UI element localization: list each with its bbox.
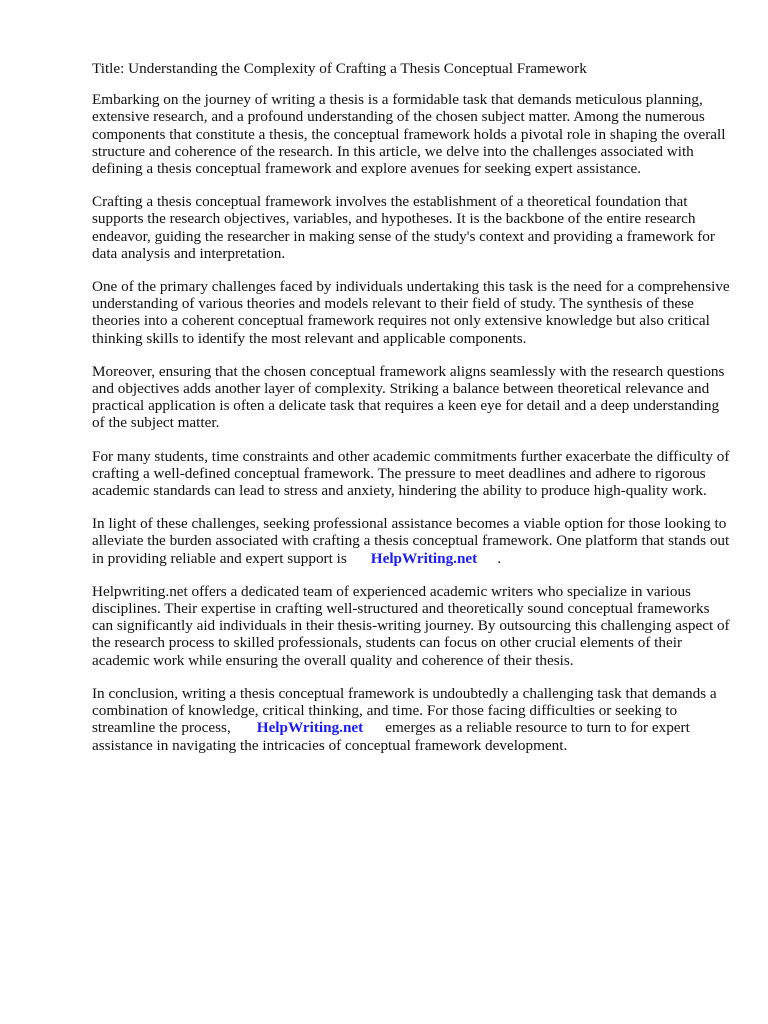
paragraph-time-constraints: For many students, time constraints and other academic commitments further exacerbate the difficulty of crafting a well-defined conceptual framework. The pressure to meet deadlines and adhere to rigorous academic standards can lead to stress and anxiety, hindering the ability to produce high-quality work. [92, 447, 730, 500]
paragraph-assistance-text: In light of these challenges, seeking professional assistance becomes a viable option for those looking to alleviate the burden associated with crafting a thesis conceptual framework. One platform that stands out in providing reliable and expert support is [92, 515, 730, 567]
paragraph-professional-assistance [92, 515, 732, 567]
paragraph-alignment: Moreover, ensuring that the chosen conceptual framework aligns seamlessly with the research questions and objectives adds another layer of complexity. Striking a balance between theoretical relevance and practical application is often a delicate task that requires a keen eye for detail and a deep understanding of the subject matter. [92, 362, 725, 432]
helpwriting-link[interactable]: HelpWriting.net [370, 549, 478, 567]
paragraph-assistance-end: . [497, 549, 502, 567]
paragraph-intro: Embarking on the journey of writing a thesis is a formidable task that demands meticulous planning, extensive research, and a profound understanding of the chosen subject matter. Among the numerous components that constitute a thesis, the conceptual framework holds a pivotal role in shaping the overall structure and coherence of the research. In this article, we delve into the challenges associated with defining a thesis conceptual framework and explore avenues for seeking expert assistance. [92, 91, 726, 178]
document-page [92, 60, 732, 770]
paragraph-helpwriting-offer: Helpwriting.net offers a dedicated team of experienced academic writers who specialize in various disciplines. Their expertise in crafting well-structured and theoretically sound conceptual frameworks can significantly aid individuals in their thesis-writing journey. By outsourcing this challenging aspect of the research process to skilled professionals, students can focus on other crucial elements of their academic work while ensuring the overall quality and coherence of their thesis. [92, 582, 730, 669]
helpwriting-link-conclusion[interactable]: HelpWriting.net [256, 719, 364, 737]
document-title: Title: Understanding the Complexity of Crafting a Thesis Conceptual Framework [92, 60, 587, 77]
paragraph-framework-definition: Crafting a thesis conceptual framework involves the establishment of a theoretical foundation that supports the research objectives, variables, and hypotheses. It is the backbone of the entire research endeavor, guiding the researcher in making sense of the study's context and providing a framework for data analysis and interpretation. [92, 193, 715, 262]
paragraph-conclusion-end: emerges as a reliable resource to turn to for expert assistance in navigating the intricacies of conceptual framework development. [92, 719, 690, 754]
paragraph-challenges-theories: One of the primary challenges faced by individuals undertaking this task is the need for a comprehensive understanding of various theories and models relevant to their field of study. The synthesis of these theories into a coherent conceptual framework requires not only extensive knowledge but also critical thinking skills to identify the most relevant and applicable components. [92, 278, 730, 347]
paragraph-conclusion [92, 685, 732, 754]
paragraph-conclusion-text: In conclusion, writing a thesis conceptual framework is undoubtedly a challenging task that demands a combination of knowledge, critical thinking, and time. For those facing difficulties or seeking to streamline the process, [92, 684, 717, 737]
